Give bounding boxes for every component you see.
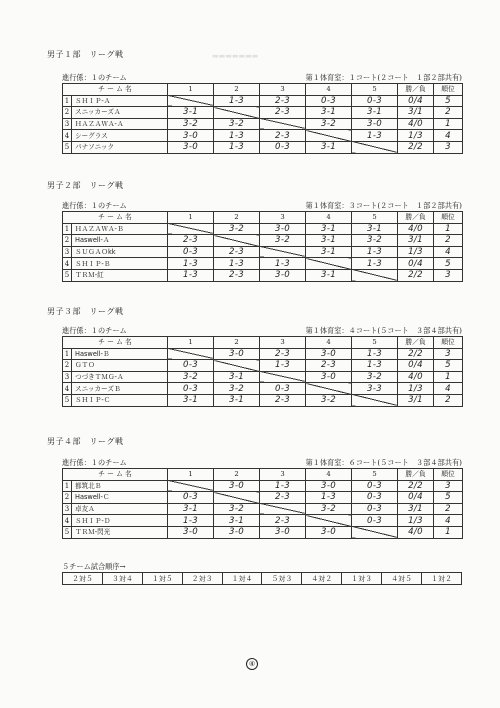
- match-order-cell: ５対３: [262, 573, 302, 585]
- score-cell: 2-3: [260, 515, 306, 527]
- self-match-cell: [214, 492, 260, 504]
- score-cell: 1-3: [214, 141, 260, 153]
- win-loss-record: 0/4: [398, 360, 434, 372]
- header-rank: 順位: [434, 337, 463, 349]
- win-loss-record: 1/3: [398, 246, 434, 258]
- score-cell: 3-0: [260, 223, 306, 235]
- score-cell: 3-2: [306, 118, 352, 130]
- league-table: [62, 211, 463, 282]
- win-loss-record: 2/2: [398, 269, 434, 281]
- score-cell: 2-3: [168, 235, 214, 247]
- team-name: Haswell-Ｃ: [72, 492, 168, 504]
- score-cell: 0-3: [306, 95, 352, 107]
- self-match-cell: [352, 394, 398, 406]
- match-order-cell: ２対３: [182, 573, 222, 585]
- match-order-cell: １対４: [222, 573, 262, 585]
- rank-cell: 2: [434, 394, 463, 406]
- rank-cell: 1: [434, 371, 463, 383]
- score-cell: 2-3: [306, 360, 352, 372]
- league-title: 男子４部 リーグ戦: [47, 437, 124, 446]
- row-number: 4: [63, 258, 72, 270]
- table-row: [63, 118, 463, 130]
- score-cell: 3-1: [214, 394, 260, 406]
- row-number: 2: [63, 360, 72, 372]
- score-cell: 3-1: [306, 223, 352, 235]
- rank-cell: 2: [434, 503, 463, 515]
- score-cell: 3-1: [214, 371, 260, 383]
- table-row: [63, 383, 463, 395]
- score-cell: 3-1: [214, 515, 260, 527]
- score-cell: 0-3: [352, 480, 398, 492]
- row-number: 1: [63, 95, 72, 107]
- win-loss-record: 2/2: [398, 348, 434, 360]
- header-record: 勝／負: [398, 337, 434, 349]
- table-row: [63, 526, 463, 538]
- score-cell: 1-3: [352, 348, 398, 360]
- self-match-cell: [352, 141, 398, 153]
- score-cell: 2-3: [260, 107, 306, 119]
- team-name: ＳＵＧＡＯkk: [72, 246, 168, 258]
- score-cell: 1-3: [214, 130, 260, 142]
- header-col-2: 2: [214, 337, 260, 349]
- win-loss-record: 4/0: [398, 526, 434, 538]
- header-col-5: 5: [352, 469, 398, 481]
- page-number: ④: [246, 658, 258, 670]
- self-match-cell: [168, 95, 214, 107]
- rank-cell: 2: [434, 235, 463, 247]
- table-row: [63, 130, 463, 142]
- score-cell: 1-3: [352, 360, 398, 372]
- win-loss-record: 4/0: [398, 118, 434, 130]
- win-loss-record: 1/3: [398, 383, 434, 395]
- self-match-cell: [168, 348, 214, 360]
- header-team: チ ー ム 名: [63, 337, 168, 349]
- self-match-cell: [306, 130, 352, 142]
- score-cell: 1-3: [352, 130, 398, 142]
- rank-cell: 3: [434, 348, 463, 360]
- rank-cell: 4: [434, 130, 463, 142]
- team-name: シーグラス: [72, 130, 168, 142]
- referee-note: 進行係：１のチーム: [62, 458, 127, 467]
- team-name: ＨＡＺＡＷＡ-Ａ: [72, 118, 168, 130]
- score-cell: 3-1: [306, 246, 352, 258]
- header-record: 勝／負: [398, 469, 434, 481]
- score-cell: 1-3: [214, 95, 260, 107]
- team-name: ＳＨＩＰ-Ｄ: [72, 515, 168, 527]
- team-name: ＨＡＺＡＷＡ-Ｂ: [72, 223, 168, 235]
- rank-cell: 1: [434, 118, 463, 130]
- score-cell: 3-1: [168, 503, 214, 515]
- venue-note: 第１体育室：４コート(５コート ３部４部共有): [305, 326, 462, 335]
- league-title: 男子１部 リーグ戦: [47, 50, 124, 59]
- score-cell: 3-2: [168, 371, 214, 383]
- rank-cell: 5: [434, 258, 463, 270]
- team-name: パナソニック: [72, 141, 168, 153]
- rank-cell: 5: [434, 360, 463, 372]
- table-row: [63, 492, 463, 504]
- row-number: 1: [63, 223, 72, 235]
- score-cell: 3-2: [352, 371, 398, 383]
- team-name: 都筑北Ｂ: [72, 480, 168, 492]
- score-cell: 3-3: [352, 383, 398, 395]
- score-cell: 0-3: [168, 492, 214, 504]
- score-cell: 0-3: [352, 503, 398, 515]
- score-cell: 3-0: [214, 526, 260, 538]
- header-col-3: 3: [260, 469, 306, 481]
- score-cell: 1-3: [352, 258, 398, 270]
- score-cell: 2-3: [260, 95, 306, 107]
- score-cell: 3-1: [306, 107, 352, 119]
- score-cell: 2-3: [214, 269, 260, 281]
- win-loss-record: 4/0: [398, 223, 434, 235]
- referee-note: 進行係：１のチーム: [62, 326, 127, 335]
- score-cell: 1-3: [306, 492, 352, 504]
- win-loss-record: 3/1: [398, 503, 434, 515]
- header-col-2: 2: [214, 469, 260, 481]
- self-match-cell: [260, 503, 306, 515]
- venue-note: 第１体育室：３コート(２コート １部２部共有): [305, 201, 462, 210]
- row-number: 3: [63, 246, 72, 258]
- table-row: [63, 107, 463, 119]
- match-order-cell: ４対５: [382, 573, 422, 585]
- win-loss-record: 1/3: [398, 130, 434, 142]
- score-cell: 0-3: [260, 383, 306, 395]
- rank-cell: 5: [434, 95, 463, 107]
- win-loss-record: 3/1: [398, 235, 434, 247]
- header-col-3: 3: [260, 337, 306, 349]
- win-loss-record: 0/4: [398, 258, 434, 270]
- team-name: ＳＨＩＰ-Ｃ: [72, 394, 168, 406]
- self-match-cell: [214, 107, 260, 119]
- self-match-cell: [168, 480, 214, 492]
- header-team: チ ー ム 名: [63, 84, 168, 96]
- score-cell: 1-3: [168, 269, 214, 281]
- win-loss-record: 1/3: [398, 515, 434, 527]
- score-cell: 0-3: [352, 95, 398, 107]
- team-name: ＴＲＭ-閃光: [72, 526, 168, 538]
- score-cell: 0-3: [168, 246, 214, 258]
- rank-cell: 4: [434, 383, 463, 395]
- rank-cell: 3: [434, 480, 463, 492]
- rank-cell: 1: [434, 526, 463, 538]
- match-order-cell: ２対５: [63, 573, 103, 585]
- self-match-cell: [168, 223, 214, 235]
- score-cell: 3-2: [168, 118, 214, 130]
- bleed-through-text: ▬▬▬▬▬▬▬: [212, 52, 259, 60]
- win-loss-record: 2/2: [398, 141, 434, 153]
- header-col-1: 1: [168, 212, 214, 224]
- rank-cell: 1: [434, 223, 463, 235]
- score-cell: 3-0: [306, 348, 352, 360]
- team-name: 卓友Ａ: [72, 503, 168, 515]
- table-row: [63, 360, 463, 372]
- rank-cell: 4: [434, 246, 463, 258]
- team-name: ＴＲＭ-紅: [72, 269, 168, 281]
- header-col-1: 1: [168, 469, 214, 481]
- team-name: ＧＴＯ: [72, 360, 168, 372]
- team-name: Haswell-Ａ: [72, 235, 168, 247]
- score-cell: 3-1: [352, 223, 398, 235]
- rank-cell: 4: [434, 515, 463, 527]
- table-row: [63, 480, 463, 492]
- header-record: 勝／負: [398, 84, 434, 96]
- team-name: つづきＴＭＧ-Ａ: [72, 371, 168, 383]
- win-loss-record: 3/1: [398, 394, 434, 406]
- self-match-cell: [306, 258, 352, 270]
- row-number: 3: [63, 118, 72, 130]
- match-order-title: ５チーム試合順序→: [62, 562, 126, 571]
- score-cell: 3-1: [168, 107, 214, 119]
- score-cell: 3-1: [168, 394, 214, 406]
- row-number: 5: [63, 526, 72, 538]
- self-match-cell: [260, 118, 306, 130]
- score-cell: 3-1: [306, 235, 352, 247]
- league-table: [62, 336, 463, 407]
- score-cell: 1-3: [168, 515, 214, 527]
- header-col-5: 5: [352, 212, 398, 224]
- header-col-4: 4: [306, 84, 352, 96]
- row-number: 4: [63, 515, 72, 527]
- header-col-4: 4: [306, 337, 352, 349]
- header-col-3: 3: [260, 84, 306, 96]
- rank-cell: 3: [434, 269, 463, 281]
- win-loss-record: 0/4: [398, 95, 434, 107]
- score-cell: 0-3: [260, 141, 306, 153]
- row-number: 1: [63, 480, 72, 492]
- score-cell: 1-3: [260, 360, 306, 372]
- table-row: [63, 269, 463, 281]
- score-cell: 3-2: [214, 503, 260, 515]
- score-cell: 3-1: [306, 269, 352, 281]
- score-cell: 2-3: [214, 246, 260, 258]
- header-rank: 順位: [434, 84, 463, 96]
- header-col-4: 4: [306, 212, 352, 224]
- score-cell: 0-3: [352, 515, 398, 527]
- header-team: チ ー ム 名: [63, 212, 168, 224]
- venue-note: 第１体育室：１コート(２コート １部２部共有): [305, 73, 462, 82]
- score-cell: 3-1: [352, 107, 398, 119]
- score-cell: 3-2: [214, 118, 260, 130]
- match-order-cell: １対２: [422, 573, 462, 585]
- self-match-cell: [306, 383, 352, 395]
- header-row: [63, 469, 463, 481]
- match-order-table: [62, 572, 462, 585]
- score-cell: 3-0: [168, 141, 214, 153]
- score-cell: 3-2: [306, 394, 352, 406]
- row-number: 5: [63, 269, 72, 281]
- score-cell: 3-0: [306, 480, 352, 492]
- score-cell: 3-0: [352, 118, 398, 130]
- table-row: [63, 141, 463, 153]
- header-col-2: 2: [214, 212, 260, 224]
- score-cell: 3-0: [214, 480, 260, 492]
- table-row: [63, 394, 463, 406]
- match-order-cell: ３対４: [102, 573, 142, 585]
- win-loss-record: 0/4: [398, 492, 434, 504]
- row-number: 4: [63, 130, 72, 142]
- table-row: [63, 503, 463, 515]
- score-cell: 3-0: [168, 130, 214, 142]
- header-row: [63, 337, 463, 349]
- table-row: [63, 95, 463, 107]
- table-row: [63, 246, 463, 258]
- score-cell: 1-3: [214, 258, 260, 270]
- table-row: [63, 515, 463, 527]
- score-cell: 3-0: [260, 269, 306, 281]
- row-number: 2: [63, 235, 72, 247]
- team-name: Haswell-Ｂ: [72, 348, 168, 360]
- self-match-cell: [214, 360, 260, 372]
- header-col-3: 3: [260, 212, 306, 224]
- win-loss-record: 3/1: [398, 107, 434, 119]
- team-name: スニッカーズＡ: [72, 107, 168, 119]
- match-order-cell: １対５: [142, 573, 182, 585]
- score-cell: 3-0: [260, 526, 306, 538]
- table-row: [63, 235, 463, 247]
- row-number: 1: [63, 348, 72, 360]
- score-cell: 2-3: [260, 348, 306, 360]
- score-cell: 3-1: [306, 141, 352, 153]
- self-match-cell: [352, 269, 398, 281]
- referee-note: 進行係：１のチーム: [62, 73, 127, 82]
- score-cell: 3-2: [352, 235, 398, 247]
- score-cell: 1-3: [260, 480, 306, 492]
- header-record: 勝／負: [398, 212, 434, 224]
- win-loss-record: 2/2: [398, 480, 434, 492]
- row-number: 3: [63, 371, 72, 383]
- win-loss-record: 4/0: [398, 371, 434, 383]
- self-match-cell: [214, 235, 260, 247]
- row-number: 5: [63, 141, 72, 153]
- self-match-cell: [352, 526, 398, 538]
- table-row: [63, 223, 463, 235]
- header-col-4: 4: [306, 469, 352, 481]
- score-cell: 3-0: [168, 526, 214, 538]
- score-cell: 0-3: [352, 492, 398, 504]
- score-cell: 0-3: [168, 383, 214, 395]
- self-match-cell: [260, 246, 306, 258]
- rank-cell: 3: [434, 141, 463, 153]
- header-row: [63, 84, 463, 96]
- league-title: 男子３部 リーグ戦: [47, 307, 124, 316]
- league-table: [62, 468, 463, 539]
- score-cell: 1-3: [352, 246, 398, 258]
- header-rank: 順位: [434, 212, 463, 224]
- score-cell: 3-0: [214, 348, 260, 360]
- table-row: [63, 258, 463, 270]
- header-rank: 順位: [434, 469, 463, 481]
- score-cell: 2-3: [260, 492, 306, 504]
- row-number: 2: [63, 107, 72, 119]
- rank-cell: 2: [434, 107, 463, 119]
- score-cell: 3-0: [306, 371, 352, 383]
- team-name: スニッカーズＢ: [72, 383, 168, 395]
- match-order-row: [63, 573, 462, 585]
- venue-note: 第１体育室：６コート(５コート ３部４部共有): [305, 458, 462, 467]
- header-team: チ ー ム 名: [63, 469, 168, 481]
- header-row: [63, 212, 463, 224]
- header-col-5: 5: [352, 84, 398, 96]
- row-number: 4: [63, 383, 72, 395]
- match-order-cell: １対３: [342, 573, 382, 585]
- match-order-cell: ４対２: [302, 573, 342, 585]
- score-cell: 0-3: [168, 360, 214, 372]
- score-cell: 2-3: [260, 394, 306, 406]
- header-col-1: 1: [168, 84, 214, 96]
- league-title: 男子２部 リーグ戦: [47, 181, 124, 190]
- header-col-5: 5: [352, 337, 398, 349]
- score-cell: 1-3: [168, 258, 214, 270]
- score-cell: 3-2: [214, 223, 260, 235]
- row-number: 2: [63, 492, 72, 504]
- team-name: ＳＨＩＰ-Ｂ: [72, 258, 168, 270]
- score-cell: 3-2: [214, 383, 260, 395]
- league-table: [62, 83, 463, 154]
- header-col-2: 2: [214, 84, 260, 96]
- referee-note: 進行係：１のチーム: [62, 201, 127, 210]
- row-number: 5: [63, 394, 72, 406]
- self-match-cell: [306, 515, 352, 527]
- score-cell: 1-3: [260, 258, 306, 270]
- score-cell: 2-3: [260, 130, 306, 142]
- team-name: ＳＨＩＰ-Ａ: [72, 95, 168, 107]
- table-row: [63, 371, 463, 383]
- score-cell: 3-2: [260, 235, 306, 247]
- rank-cell: 5: [434, 492, 463, 504]
- header-col-1: 1: [168, 337, 214, 349]
- score-cell: 3-0: [306, 526, 352, 538]
- self-match-cell: [260, 371, 306, 383]
- score-cell: 3-2: [306, 503, 352, 515]
- table-row: [63, 348, 463, 360]
- row-number: 3: [63, 503, 72, 515]
